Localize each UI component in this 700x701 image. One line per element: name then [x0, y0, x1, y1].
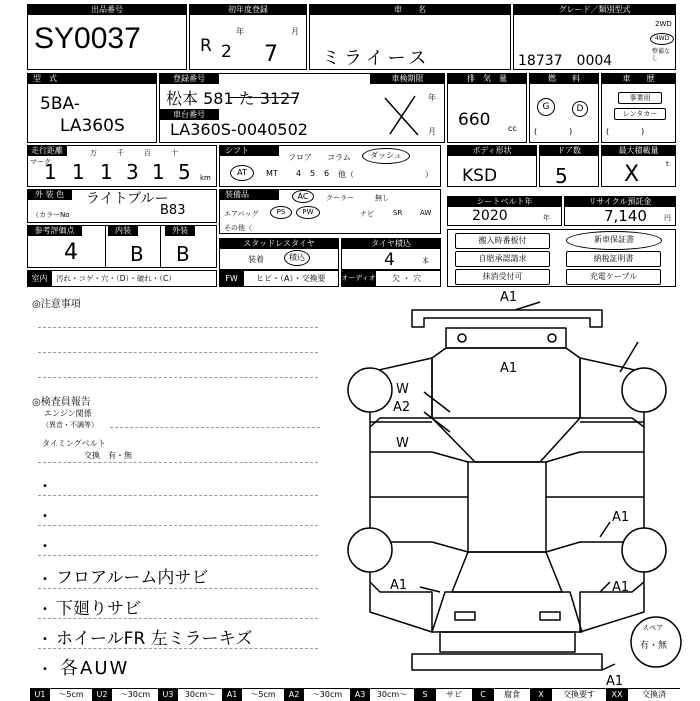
tire-unit: 本: [422, 257, 429, 265]
studless-mounted: 装着: [248, 255, 264, 264]
type-value-1: 5BA-: [40, 94, 80, 114]
bullet-5: •: [42, 604, 48, 615]
audio-items: 欠 ・ 穴: [392, 274, 422, 283]
mileage-digit-4: 3: [126, 160, 139, 184]
check-cable: 充電ケーブル: [566, 269, 661, 285]
inspector-title: ◎検査員報告: [32, 397, 91, 408]
legend-text-u2: ～30cm: [119, 690, 151, 699]
score-divider-2: [160, 225, 161, 268]
chassis-value: LA360S-0040502: [170, 120, 308, 139]
shift-other-close: ）: [425, 170, 433, 179]
bullet-7-text: 各AUW: [60, 658, 130, 679]
mileage-scale-2: 千: [117, 149, 124, 157]
bullet-3: •: [42, 541, 48, 552]
car-damage-diagram: [340, 292, 685, 682]
capacity-unit: t: [666, 160, 669, 168]
room-label: 室内: [27, 270, 52, 287]
equip-ac-circle: AC: [292, 190, 314, 203]
note-line: [38, 588, 318, 589]
damage-mark-bottom-bar: A1: [606, 674, 624, 689]
year-unit: 年: [236, 27, 244, 36]
inspection-label: 車検期限: [370, 73, 445, 84]
tire-label: タイヤ積込: [341, 238, 441, 249]
damage-mark-left-fender-a2: A2: [393, 400, 411, 415]
engine-label: エンジン関係: [44, 409, 92, 418]
note-line: [38, 352, 318, 353]
score-label: 参考評価点: [27, 225, 82, 236]
mileage-scale-3: 百: [144, 149, 151, 157]
shift-other: 他（: [338, 170, 354, 179]
room-items: 汚れ・コゲ・穴・（D）・破れ・（C）: [56, 274, 176, 283]
timing-line: 交換 有・無: [84, 451, 132, 460]
bullet-4: •: [42, 574, 48, 585]
shift-mt: MT: [266, 169, 278, 178]
legend-text-a3: 30cm～: [376, 690, 408, 699]
equip-sr: SR: [393, 209, 403, 217]
score-value: 4: [64, 240, 78, 265]
bullet-2: •: [42, 511, 48, 522]
month-unit: 月: [291, 27, 299, 36]
fw-label: FW: [219, 270, 244, 287]
shift-6: 6: [324, 169, 330, 178]
damage-mark-left-door-w: W: [396, 436, 409, 451]
shift-4: 4: [296, 169, 302, 178]
equip-navi: ナビ: [360, 210, 374, 218]
equipment-label: 装備品: [219, 189, 279, 200]
lot-number-label: 出品番号: [27, 4, 187, 15]
legend-code-a3: A3: [350, 689, 370, 701]
color-code-value: B83: [160, 203, 186, 218]
lot-number-value: SY0037: [34, 22, 141, 55]
grade-value: 18737 0004: [518, 53, 613, 69]
fw-items: ヒビ・（A）・交換要: [256, 274, 326, 283]
note-line: [38, 462, 318, 463]
recycle-label: リサイクル預託金: [564, 196, 676, 207]
displacement-value: 660: [458, 110, 491, 130]
note-line: [110, 427, 320, 428]
shift-label: シフト: [219, 145, 279, 156]
legend-code-x: X: [530, 689, 552, 701]
color-value: ライトブルー: [86, 191, 169, 207]
capacity-label: 最大積載量: [601, 145, 676, 156]
body-shape-label: ボディ形状: [447, 145, 537, 156]
grade-label: グレード／類別型式: [513, 4, 676, 15]
drive-4wd-circle: 4WD: [650, 33, 674, 45]
type-value-2: LA360S: [60, 116, 125, 136]
color-code-label: （カラーNo: [32, 211, 70, 219]
shift-5: 5: [310, 169, 316, 178]
score-divider-1: [105, 225, 106, 268]
engine-sub: （異音・不調等）: [42, 421, 98, 429]
equip-cooler: クーラー: [326, 194, 354, 202]
mileage-scale-4: 十: [171, 149, 178, 157]
mileage-digit-1: 1: [44, 160, 57, 184]
spare-label: スペア: [642, 624, 663, 632]
legend-code-xx: XX: [606, 689, 628, 701]
bullet-4-text: フロアルーム内サビ: [56, 568, 209, 588]
note-line: [38, 618, 318, 619]
interior-label: 内装: [108, 225, 138, 236]
equip-other: その他（: [224, 224, 252, 232]
mileage-digit-5: 1: [152, 160, 165, 184]
legend-code-c: C: [472, 689, 494, 701]
doors-value: 5: [555, 164, 568, 188]
registration-label: 登録番号: [159, 73, 219, 84]
exterior-value: B: [176, 242, 190, 266]
note-line: [38, 327, 318, 328]
fuel-d-option: D: [572, 101, 588, 117]
mileage-unit: km: [200, 174, 211, 182]
note-line: [38, 525, 318, 526]
era-year-value: 2: [221, 42, 232, 62]
bullet-6-text: ホイールFR 左ミラーキズ: [56, 629, 253, 649]
seatbelt-value: 2020: [472, 208, 508, 224]
mileage-label: 走行距離: [27, 145, 67, 156]
displacement-label: 排 気 量: [447, 73, 527, 84]
registration-strike: [228, 97, 298, 98]
tire-value: 4: [384, 250, 395, 270]
equip-aw: AW: [420, 209, 432, 217]
drive-2wd: 2WD: [655, 20, 672, 28]
capacity-value: X: [624, 162, 640, 187]
legend-text-x: 交換要す: [563, 690, 595, 699]
check-jibai: 自賠承認請求: [455, 251, 550, 267]
equip-pw-circle: PW: [296, 206, 320, 219]
bullet-7: •: [42, 664, 48, 675]
fuel-g-circle: G: [537, 98, 555, 116]
era-value: R: [200, 36, 212, 56]
legend-code-u2: U2: [92, 689, 112, 701]
legend-code-a1: A1: [222, 689, 242, 701]
damage-mark-right-rear: A1: [612, 580, 630, 595]
history-paren: ( ): [606, 127, 645, 136]
equip-none: 無し: [375, 194, 389, 202]
history-rental: レンタカー: [614, 108, 666, 120]
damage-mark-left-rear: A1: [390, 578, 408, 593]
damage-mark-left-fender-w: W: [396, 382, 409, 397]
inspection-year-unit: 年: [428, 93, 436, 102]
legend-text-c: 腐食: [504, 690, 520, 699]
legend-text-xx: 交換済: [642, 690, 666, 699]
check-plate: 搬入時番板付: [455, 233, 550, 249]
studless-label: スタッドレスタイヤ: [219, 238, 339, 249]
exterior-label: 外装: [165, 225, 195, 236]
fuel-label: 燃 料: [529, 73, 599, 84]
note-line: [38, 377, 318, 378]
legend-text-a2: ～30cm: [311, 690, 343, 699]
timing-label: タイミングベルト: [42, 439, 106, 448]
damage-mark-right-door: A1: [612, 510, 630, 525]
mileage-digit-3: 1: [100, 160, 113, 184]
bullet-1: •: [42, 481, 48, 492]
mileage-digit-6: 5: [178, 160, 191, 184]
check-massho: 抹消受付可: [455, 269, 550, 285]
legend-text-s: サビ: [446, 690, 462, 699]
notes-title: ◎注意事項: [32, 299, 81, 310]
studless-loaded-circle: 積込: [284, 250, 310, 266]
recycle-unit: 円: [664, 214, 671, 222]
note-line: [38, 648, 318, 649]
equip-airbag: エアバッグ: [224, 210, 259, 218]
interior-value: B: [130, 242, 144, 266]
seatbelt-label: シートベルト年: [447, 196, 562, 207]
audio-label: オーディオ: [341, 270, 376, 287]
registration-value: 松本 581 た 3127: [166, 89, 301, 108]
recycle-value: 7,140: [604, 207, 647, 225]
shift-column: コラム: [327, 153, 351, 162]
check-tax: 納税証明書: [566, 251, 661, 267]
check-warranty-circle: 新車保証書: [566, 231, 662, 250]
chassis-label: 車台番号: [159, 109, 219, 120]
legend-text-u1: ～5cm: [58, 690, 84, 699]
model-name-label: 車 名: [309, 4, 511, 15]
note-line: [38, 495, 318, 496]
inspection-month-unit: 月: [428, 127, 436, 136]
equip-ps-circle: PS: [270, 206, 292, 219]
shift-floor: フロア: [288, 153, 312, 162]
first-registration-label: 初年度登録: [189, 4, 307, 15]
color-label: 外 装 色: [27, 189, 72, 200]
legend-code-u3: U3: [158, 689, 178, 701]
mileage-mark: マーク: [30, 158, 51, 166]
type-label: 型 式: [27, 73, 157, 84]
month-value: 7: [264, 42, 278, 67]
mileage-digit-2: 1: [72, 160, 85, 184]
note-line: [38, 555, 318, 556]
shift-dash-circle: ダッシュ: [362, 148, 410, 164]
damage-mark-hood: A1: [500, 361, 518, 376]
damage-mark-roof-bar: A1: [500, 290, 518, 305]
seatbelt-unit: 年: [543, 214, 550, 222]
history-label: 車 歴: [601, 73, 676, 84]
inspection-cross: [380, 90, 425, 140]
mileage-scale-1: 万: [90, 149, 97, 157]
fuel-paren: ( ): [534, 127, 573, 136]
legend-code-u1: U1: [30, 689, 50, 701]
shift-at-circle: AT: [230, 165, 254, 181]
bullet-6: •: [42, 634, 48, 645]
legend-code-a2: A2: [284, 689, 304, 701]
displacement-unit: cc: [508, 124, 517, 133]
doors-label: ドア数: [539, 145, 599, 156]
legend-text-u3: 30cm～: [184, 690, 216, 699]
spare-options: 有・無: [640, 641, 668, 651]
legend-code-s: S: [414, 689, 436, 701]
legend-text-a1: ～5cm: [250, 690, 276, 699]
history-business: 事業用: [618, 92, 662, 104]
body-shape-value: KSD: [462, 166, 498, 186]
bullet-5-text: 下廻りサビ: [56, 599, 141, 619]
model-name-value: ミライース: [322, 48, 431, 69]
no-maintenance-label: 整備なし: [652, 48, 671, 62]
